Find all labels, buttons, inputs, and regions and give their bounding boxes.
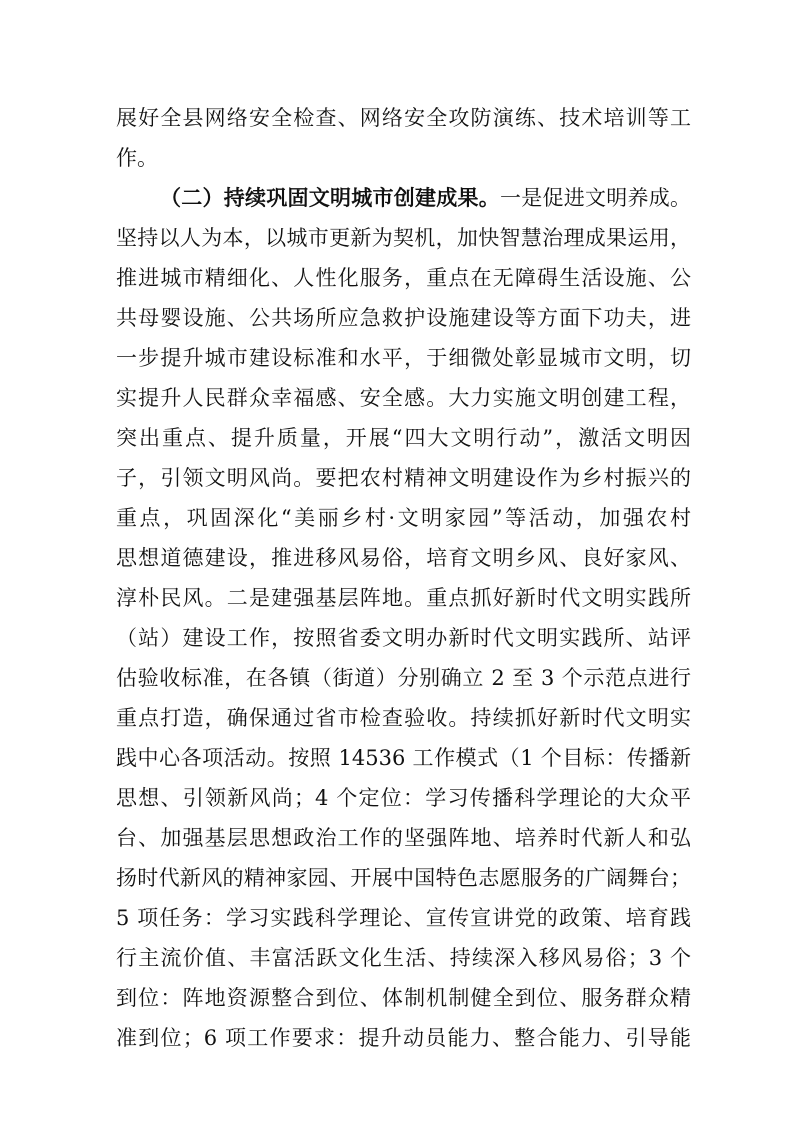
- paragraph-line: 淳朴民风。二是建强基层阵地。重点抓好新时代文明实践所: [116, 586, 691, 610]
- paragraph-line: 坚持以人为本，以城市更新为契机，加快智慧治理成果运用，: [116, 226, 691, 250]
- paragraph-text: 一是促进文明养成。: [500, 186, 691, 210]
- paragraph-line: 台、加强基层思想政治工作的坚强阵地、培养时代新人和弘: [116, 826, 691, 850]
- paragraph-line: 推进城市精细化、人性化服务，重点在无障碍生活设施、公: [116, 266, 691, 290]
- paragraph-line: 作。: [116, 146, 158, 170]
- paragraph-line: 行主流价值、丰富活跃文化生活、持续深入移风易俗；3 个: [116, 946, 691, 970]
- paragraph-line: 展好全县网络安全检查、网络安全攻防演练、技术培训等工: [116, 106, 691, 130]
- paragraph-line: （站）建设工作，按照省委文明办新时代文明实践所、站评: [116, 626, 691, 650]
- paragraph-line: 准到位；6 项工作要求：提升动员能力、整合能力、引导能: [116, 1026, 691, 1050]
- section-heading-line: [160, 178, 691, 218]
- paragraph-line: 5 项任务：学习实践科学理论、宣传宣讲党的政策、培育践: [116, 906, 691, 930]
- paragraph-line: 共母婴设施、公共场所应急救护设施建设等方面下功夫，进: [116, 306, 691, 330]
- paragraph-line: 思想道德建设，推进移风易俗，培育文明乡风、良好家风、: [116, 546, 691, 570]
- paragraph-line: 突出重点、提升质量，开展“四大文明行动”，激活文明因: [116, 426, 691, 450]
- paragraph-line: 重点打造，确保通过省市检查验收。持续抓好新时代文明实: [116, 706, 691, 730]
- paragraph-line: 一步提升城市建设标准和水平，于细微处彰显城市文明，切: [116, 346, 691, 370]
- paragraph-line: 扬时代新风的精神家园、开展中国特色志愿服务的广阔舞台；: [116, 866, 691, 890]
- paragraph-line: 思想、引领新风尚；4 个定位：学习传播科学理论的大众平: [116, 786, 691, 810]
- paragraph-line: 践中心各项活动。按照 14536 工作模式（1 个目标：传播新: [116, 746, 691, 770]
- paragraph-line: 子，引领文明风尚。要把农村精神文明建设作为乡村振兴的: [116, 466, 691, 490]
- section-heading: （二）持续巩固文明城市创建成果。: [160, 186, 500, 210]
- paragraph-line: 到位：阵地资源整合到位、体制机制健全到位、服务群众精: [116, 986, 691, 1010]
- paragraph-line: 估验收标准，在各镇（街道）分别确立 2 至 3 个示范点进行: [116, 666, 691, 690]
- paragraph-line: 实提升人民群众幸福感、安全感。大力实施文明创建工程，: [116, 386, 691, 410]
- paragraph-line: 重点，巩固深化“美丽乡村·文明家园”等活动，加强农村: [116, 506, 691, 530]
